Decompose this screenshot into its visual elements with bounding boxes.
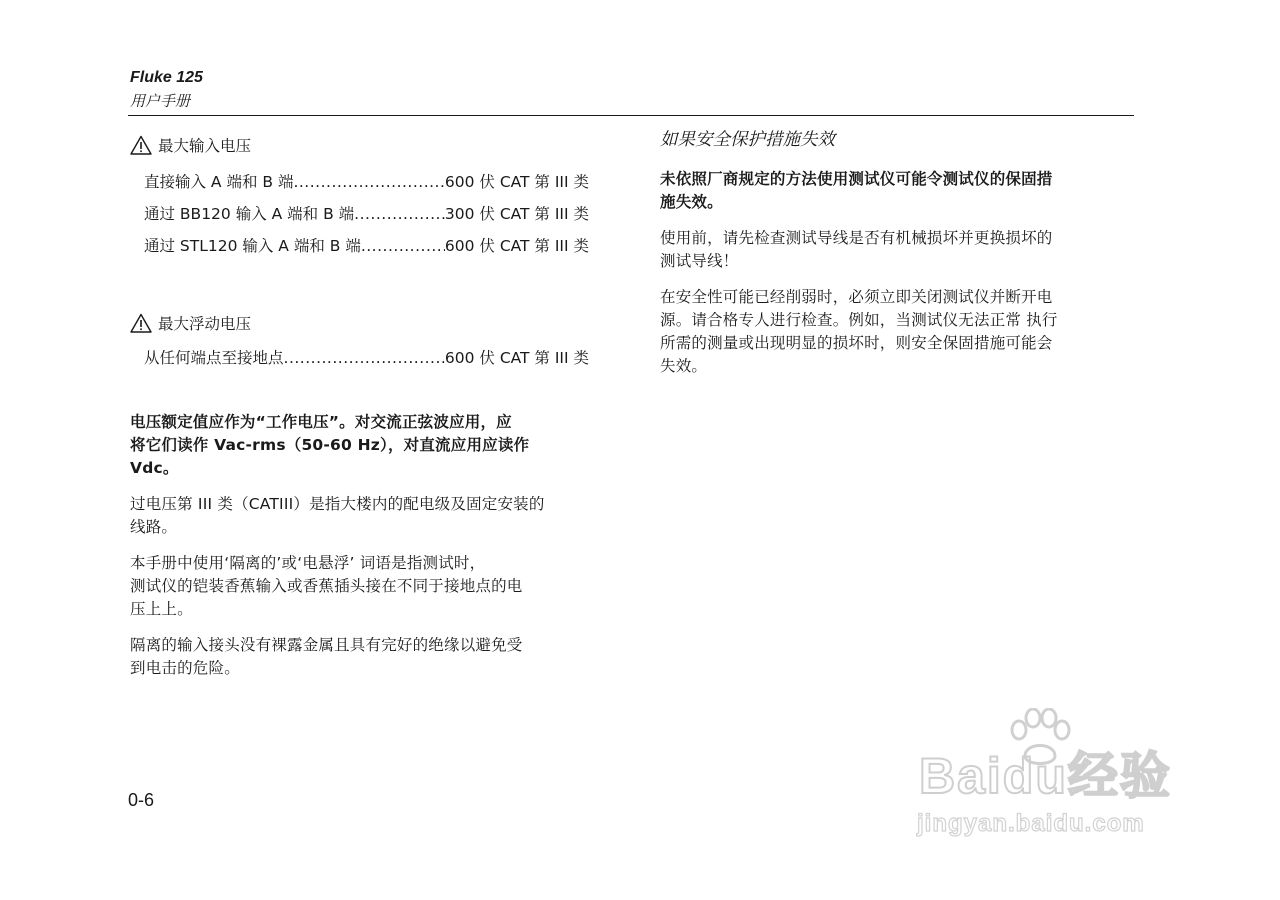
text-line: 将它们读作 Vac-rms（50-60 Hz），对直流应用应读作	[130, 436, 530, 454]
spec-value: 600 伏 CAT 第 III 类	[444, 349, 589, 367]
header-rule	[128, 115, 1134, 116]
text-line: 线路。	[130, 518, 178, 536]
section-title: 如果安全保护措施失效	[660, 130, 835, 150]
warranty-paragraph	[660, 168, 1130, 214]
spec-label: 通过 STL120 输入 A 端和 B 端	[144, 237, 361, 255]
text-line: 电压额定值应作为“工作电压”。对交流正弦波应用，应	[130, 413, 512, 431]
max-float-heading	[130, 308, 600, 338]
spec-value: 300 伏 CAT 第 III 类	[444, 205, 589, 223]
text-line: 使用前，请先检查测试导线是否有机械损坏并更换损坏的	[660, 229, 1053, 247]
text-line: 在安全性可能已经削弱时，必须立即关闭测试仪并断开电	[660, 288, 1053, 306]
safety-impaired-paragraph	[660, 286, 1130, 378]
catiii-paragraph	[130, 493, 600, 539]
text-line: 测试仪的铠装香蕉输入或香蕉插头接在不同于接地点的电	[130, 577, 523, 595]
spec-label: 直接输入 A 端和 B 端	[144, 173, 294, 191]
right-column	[660, 128, 1130, 378]
text-line: 施失效。	[660, 193, 723, 211]
max-input-title: 最大输入电压	[158, 137, 252, 155]
text-line: 本手册中使用‘隔离的’或‘电悬浮’ 词语是指测试时，	[130, 554, 486, 572]
text-line: 测试导线！	[660, 252, 739, 270]
text-line: 过电压第 III 类（CATIII）是指大楼内的配电级及固定安装的	[130, 495, 545, 513]
page-number: 0-6	[128, 790, 155, 810]
max-float-title: 最大浮动电压	[158, 315, 252, 333]
isolated-paragraph	[130, 552, 600, 621]
leader-dots	[354, 204, 445, 224]
warning-triangle-icon	[130, 135, 152, 155]
leader-dots	[293, 172, 444, 192]
text-line: 未依照厂商规定的方法使用测试仪可能令测试仪的保固措	[660, 170, 1053, 188]
working-voltage-paragraph	[130, 411, 600, 480]
spec-row	[144, 338, 589, 368]
text-line: 所需的测量或出现明显的损坏时，则安全保固措施可能会	[660, 334, 1053, 352]
manual-subtitle: 用户手册	[130, 92, 191, 110]
spec-label: 通过 BB120 输入 A 端和 B 端	[144, 205, 355, 223]
spec-row	[144, 224, 589, 256]
watermark-logo: Baidu经验	[919, 748, 1172, 804]
text-line: Vdc。	[130, 459, 179, 477]
text-line: 压上上。	[130, 600, 193, 618]
leader-dots	[361, 236, 445, 256]
spec-row	[144, 192, 589, 224]
manual-model: Fluke 125	[130, 69, 203, 86]
page-header	[130, 68, 203, 112]
leader-dots	[284, 348, 445, 368]
left-column	[130, 128, 600, 680]
spec-label: 从任何端点至接地点	[144, 349, 284, 367]
text-line: 到电击的危险。	[130, 659, 240, 677]
spec-row	[144, 160, 589, 192]
text-line: 失效。	[660, 357, 708, 375]
spec-value: 600 伏 CAT 第 III 类	[444, 237, 589, 255]
baidu-watermark	[905, 708, 1205, 848]
insulation-paragraph	[130, 634, 600, 680]
text-line: 源。请合格专人进行检查。例如，当测试仪无法正常 执行	[660, 311, 1058, 329]
inspect-leads-paragraph	[660, 227, 1130, 273]
watermark-url: jingyan.baidu.com	[917, 810, 1145, 837]
max-input-heading	[130, 130, 600, 160]
spec-value: 600 伏 CAT 第 III 类	[444, 173, 589, 191]
warning-triangle-icon	[130, 313, 152, 333]
text-line: 隔离的输入接头没有裸露金属且具有完好的绝缘以避免受	[130, 636, 523, 654]
